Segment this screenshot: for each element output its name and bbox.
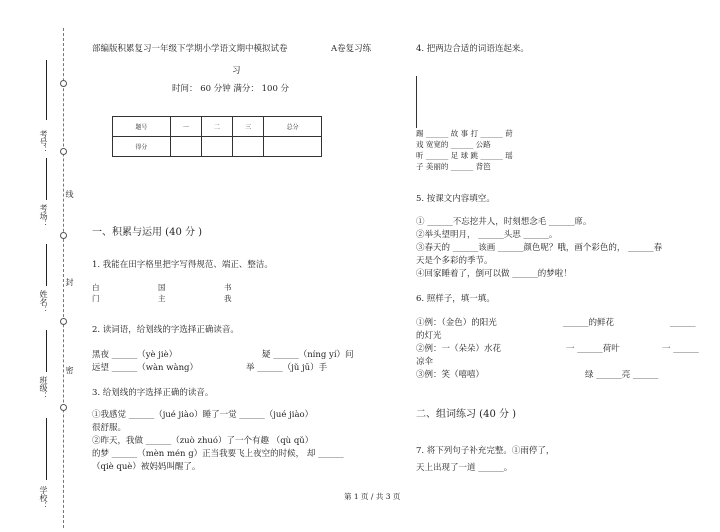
binding-hole	[60, 404, 67, 411]
q6-blank: 一 ______荷叶	[566, 344, 620, 354]
q1-char: 我	[224, 294, 232, 303]
q5-line: ③春天的 ______该画 ______颜色呢？哦，画个彩色的， ______春	[416, 243, 663, 253]
table-row	[113, 137, 322, 157]
doc-title-line2: 习	[232, 66, 241, 76]
q3-line: （qiè què）被妈妈叫醒了。	[92, 462, 201, 472]
q5-line: ① ______不忘挖井人，时刻想念毛 ______席。	[416, 217, 592, 227]
q1-char: 主	[158, 294, 166, 303]
doc-title-suffix: A卷复习练	[331, 44, 372, 54]
q1-char: 书	[224, 283, 232, 292]
binding-hole	[60, 148, 67, 155]
table-cell[interactable]	[170, 137, 201, 157]
side-label-name: 姓名：	[39, 290, 48, 314]
q7-line: 天上出现了一道 ______。	[416, 463, 513, 473]
q7-prompt: 7. 将下列句子补充完整。①雨停了，	[416, 446, 555, 456]
q5-line: ②举头望明月， ______头思 ______。	[416, 230, 558, 240]
q2-item: 举 ______（jǔ jū）手	[246, 363, 328, 373]
q3-line: ②昨天，我做 ______（zuò zhuó）了一个有趣 （qù qǔ）	[92, 436, 314, 446]
q6-blank: 绿 ______亮 ______	[585, 370, 659, 380]
q2-item: 疑 ______（níng yí）问	[262, 350, 354, 360]
seal-mark-secret: 密	[65, 366, 74, 374]
q5-prompt: 5. 按课文内容填空。	[416, 194, 495, 204]
side-blank	[46, 330, 47, 372]
q6-blank: 一 ______	[662, 344, 699, 354]
q4-row: 听 ______ 足 球 跳 ______ 瑶	[416, 151, 513, 160]
side-label-school: 学校：	[39, 486, 48, 510]
q4-prompt: 4. 把两边合适的词语连起来。	[416, 44, 529, 54]
q6-example: ②例：一（朵朵）水花	[416, 344, 502, 354]
q6-prompt: 6. 照样子，填一填。	[416, 294, 495, 304]
doc-title: 部编版积累复习一年级下学期小学语文期中模拟试卷	[92, 44, 288, 54]
side-label-exam-no: 考号：	[39, 130, 48, 154]
q3-line: 很舒服。	[92, 423, 127, 433]
table-cell: 总分	[264, 117, 322, 137]
q5-line: ④回家睡着了，倒可以做 ______的梦啦！	[416, 269, 572, 279]
q4-row: 踢 ______ 故 事 打 ______ 莳	[416, 129, 513, 138]
q2-item: 远望 ______（wàn wàng）	[92, 363, 198, 373]
q3-line: ①我感觉 ______（jué jiào）睡了一觉 ______（jué jiào）	[92, 410, 314, 420]
seal-mark-line: 线	[65, 190, 74, 198]
score-table	[112, 116, 322, 157]
q6-example: ③例：笑（嘻嘻）	[416, 370, 485, 380]
section-1-title: 一、积累与运用 (40 分 )	[92, 227, 203, 238]
side-blank	[46, 244, 47, 286]
table-cell: 一	[170, 117, 201, 137]
side-blank	[46, 418, 47, 480]
time-score-info: 时间： 60 分钟 满分： 100 分	[172, 84, 290, 94]
q6-blank: ______	[670, 318, 696, 328]
q1-prompt: 1. 我能在田字格里把字写得规范、端正、整洁。	[92, 260, 273, 270]
table-cell[interactable]	[233, 137, 264, 157]
side-blank	[46, 60, 47, 120]
table-row	[113, 117, 322, 137]
q2-item: 黑夜 ______（yè jiè）	[92, 350, 178, 360]
q6-line: 凉伞	[416, 357, 434, 367]
table-cell: 题号	[113, 117, 171, 137]
q6-blank: ______的鲜花	[563, 318, 615, 328]
q1-char: 门	[92, 294, 100, 303]
binding-hole	[60, 80, 67, 87]
binding-hole	[60, 232, 67, 239]
table-cell: 三	[233, 117, 264, 137]
q1-char: 白	[92, 283, 100, 292]
seal-mark-seal: 封	[65, 278, 74, 286]
side-label-exam-room: 考场：	[39, 204, 48, 228]
q1-char: 国	[158, 283, 166, 292]
table-cell[interactable]	[201, 137, 232, 157]
q3-prompt: 3. 给划线的字选择正确的读音。	[92, 388, 214, 398]
q6-example: ①例：（金色）的阳光	[416, 318, 497, 328]
table-cell: 二	[201, 117, 232, 137]
q4-row: 戏 宽宽的 ______ 公路	[416, 140, 491, 149]
page-number: 第 1 页 / 共 3 页	[344, 492, 401, 501]
q4-row: 子 美丽的 ______ 背笆	[416, 162, 491, 171]
q3-line: 的梦 ______（mèn mén g）正当我要飞上夜空的时候， 却 ______	[92, 449, 344, 459]
binding-hole	[60, 318, 67, 325]
table-cell[interactable]	[264, 137, 322, 157]
side-label-class: 班级：	[39, 376, 48, 400]
table-cell: 得分	[113, 137, 171, 157]
q6-line: 的灯光	[416, 331, 442, 341]
q4-match-area-border	[416, 76, 417, 128]
q2-prompt: 2. 读词语，给划线的字选择正确读音。	[92, 325, 239, 335]
side-blank	[46, 158, 47, 200]
section-2-title: 二、组词练习 (40 分 )	[416, 409, 517, 420]
q5-line: 天是个多彩的季节。	[416, 256, 493, 266]
